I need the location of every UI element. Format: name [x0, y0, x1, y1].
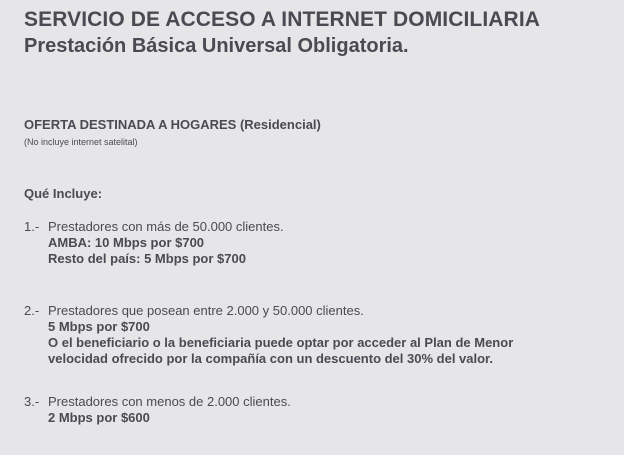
item-detail: Resto del país: 5 Mbps por $700 [48, 251, 246, 266]
offer-note: (No incluye internet satelital) [24, 137, 138, 147]
item-detail: velocidad ofrecido por la compañía con un descuento del 30% del valor. [48, 351, 494, 366]
offer-heading: OFERTA DESTINADA A HOGARES (Residencial) [24, 117, 321, 132]
item-number: 2.- [24, 303, 40, 318]
list-item [24, 219, 284, 267]
item-detail: O el beneficiario o la beneficiaria puede optar por acceder al Plan de Menor [48, 335, 514, 350]
includes-heading: Qué Incluye: [24, 186, 103, 201]
item-detail: 5 Mbps por $700 [48, 319, 150, 334]
list-item [24, 394, 291, 426]
item-detail: 2 Mbps por $600 [48, 410, 150, 425]
item-text: Prestadores con más de 50.000 clientes. [48, 219, 284, 234]
page-subtitle: Prestación Básica Universal Obligatoria. [24, 35, 409, 57]
item-number: 3.- [24, 394, 40, 409]
item-detail: AMBA: 10 Mbps por $700 [48, 235, 205, 250]
item-text: Prestadores que posean entre 2.000 y 50.000 clientes. [48, 303, 364, 318]
item-number: 1.- [24, 219, 40, 234]
list-item [24, 303, 513, 367]
page-title: SERVICIO DE ACCESO A INTERNET DOMICILIARIA [24, 8, 541, 31]
item-text: Prestadores con menos de 2.000 clientes. [48, 394, 291, 409]
